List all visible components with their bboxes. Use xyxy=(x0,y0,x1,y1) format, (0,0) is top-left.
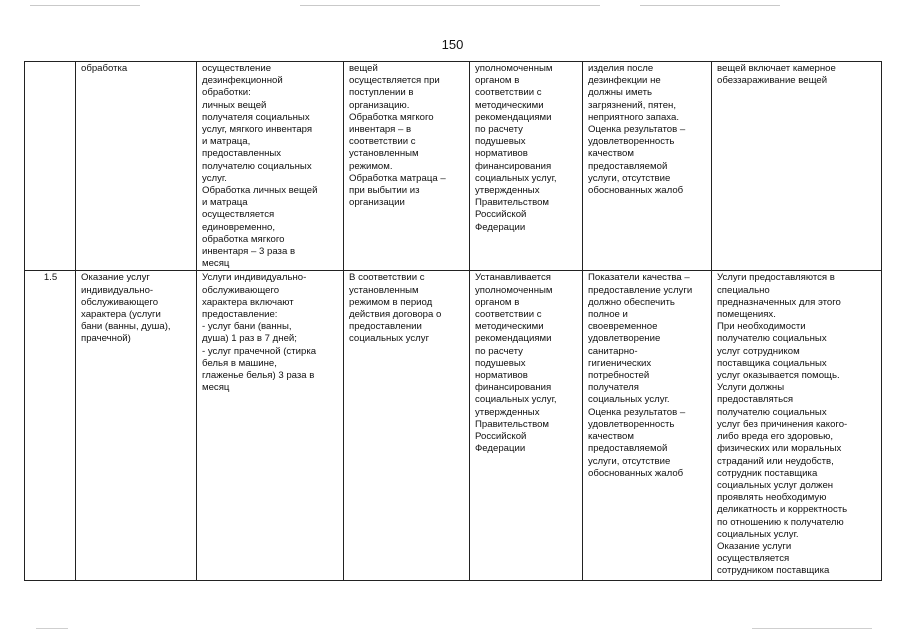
page-number: 150 xyxy=(441,37,464,52)
row-number-cell xyxy=(25,62,76,271)
quality-indicators-cell: изделия после дезинфекции не должны иметь загрязнений, пятен, неприятного запаха. Оценка результатов – удовлетворенность качеством предоставляемой услуги, отсутствие обоснованных жалоб xyxy=(583,62,712,271)
scan-edge-line-mid xyxy=(300,5,600,6)
scan-bottom-line-right xyxy=(752,628,872,629)
table-row xyxy=(25,62,882,271)
services-table xyxy=(24,61,882,581)
table-row xyxy=(25,271,882,581)
service-timing-cell: вещей осуществляется при поступлении в организацию. Обработка мягкого инвентаря – в соответствии с установленным режимом. Обработка матраца – при выбытии из организации xyxy=(344,62,470,271)
service-conditions-cell: Услуги предоставляются в специально предназначенных для этого помещениях. При необходимости получателю социальных услуг сотрудником поставщика социальных услуг оказывается помощь. Услуги должны предоставляться получателю социальных услуг без причинения какого- либо вреда его здоровью, физических или моральных страданий или неудобств, сотрудник поставщика социальных услуг должен проявлять необходимую деликатность и корректность по отношению к получателю социальных услуг. Оказание услуги осуществляется сотрудником поставщика xyxy=(712,271,882,581)
quality-indicators-cell: Показатели качества – предоставление услуги должно обеспечить полное и своевременное удовлетворение санитарно- гигиенических потребностей получателя социальных услуг. Оценка результатов – удовлетворенность качеством предоставляемой услуги, отсутствие обоснованных жалоб xyxy=(583,271,712,581)
service-conditions-cell: вещей включает камерное обеззараживание вещей xyxy=(712,62,882,271)
scan-edge-line-right xyxy=(640,5,780,6)
service-name-cell: обработка xyxy=(76,62,197,271)
service-cost-cell: уполномоченным органом в соответствии с методическими рекомендациями по расчету подушевых нормативов финансирования социальных услуг, утвержденных Правительством Российской Федерации xyxy=(470,62,583,271)
scan-bottom-line-left xyxy=(36,628,68,629)
row-number-cell: 1.5 xyxy=(25,271,76,581)
service-timing-cell: В соответствии с установленным режимом в период действия договора о предоставлении социальных услуг xyxy=(344,271,470,581)
scan-edge-line-left xyxy=(30,5,140,6)
service-name-cell: Оказание услуг индивидуально- обслуживающего характера (услуги бани (ванны, душа), прачечной) xyxy=(76,271,197,581)
service-description-cell: осуществление дезинфекционной обработки: личных вещей получателя социальных услуг, мягкого инвентаря и матраца, предоставленных получателю социальных услуг. Обработка личных вещей и матраца осуществляется единовременно, обработка мягкого инвентаря – 3 раза в месяц xyxy=(197,62,344,271)
service-description-cell: Услуги индивидуально- обслуживающего характера включают предоставление: - услуг бани (ванны, душа) 1 раз в 7 дней; - услуг прачечной (стирка белья в машине, глаженье белья) 3 раза в месяц xyxy=(197,271,344,581)
service-cost-cell: Устанавливается уполномоченным органом в соответствии с методическими рекомендациями по расчету подушевых нормативов финансирования социальных услуг, утвержденных Правительством Российской Федерации xyxy=(470,271,583,581)
